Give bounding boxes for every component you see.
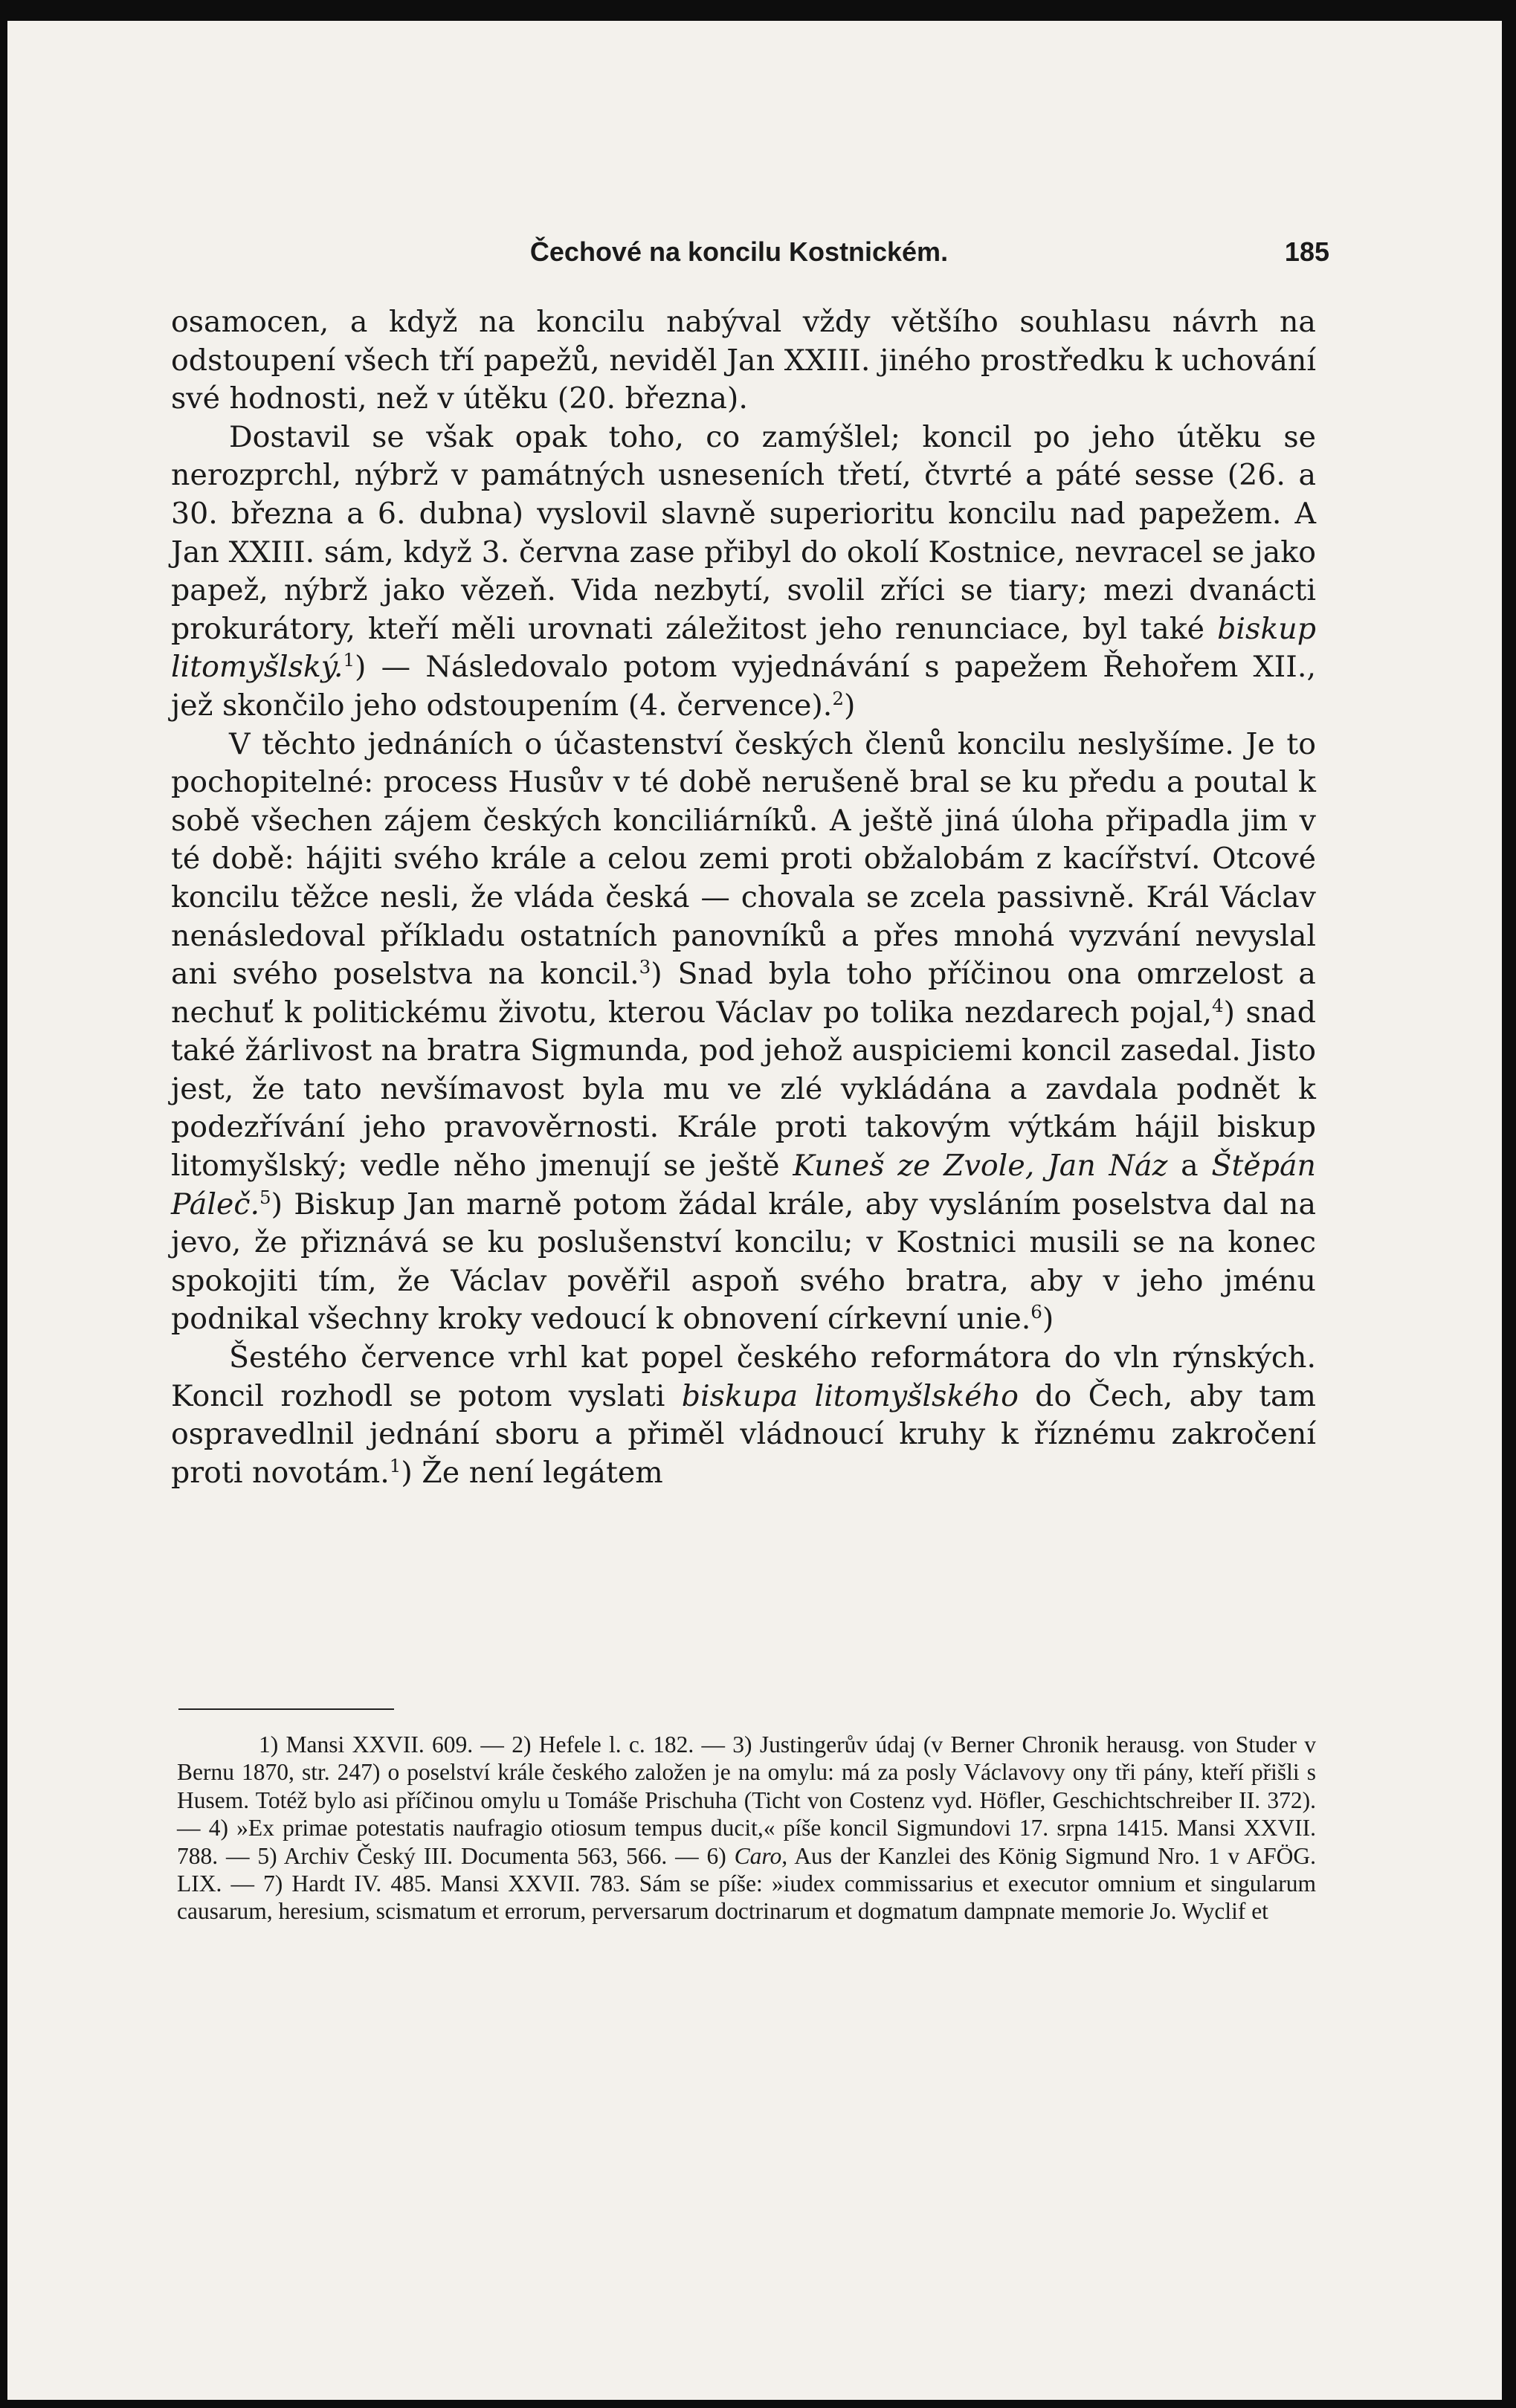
italic-stepan-palec: Štěpán Páleč. (171, 1149, 1316, 1221)
footnote-block (177, 1731, 1316, 1926)
footnote-divider (178, 1708, 394, 1710)
footnote-ref-4: 4 (1212, 994, 1224, 1016)
footnotes-text-a: 1) Mansi XXVII. 609. — 2) Hefele l. c. 182. — 3) Justingerův údaj (v Berner Chronik herausg. von Studer v Bernu 1870, str. 247) o poselství krále českého založen je na omylu: má za posly Václavovy ony tři pány, kteří přišli s Husem. Totéž bylo asi příčinou omylu u Tomáše Prischuha (Ticht von Costenz vyd. Höfler, Geschichtschreiber II. 372). — 4) »Ex primae potestatis naufragio otiosum tempus ducit,« píše koncil Sigmundovi 17. srpna 1415. Mansi XXVII. 788. — 5) Archiv Český III. Documenta 563, 566. — (177, 1731, 1316, 1869)
running-title: Čechové na koncilu Kostnickém. (529, 236, 949, 267)
footnotes (177, 1731, 1316, 1926)
footnote-6-marker: 6) (706, 1842, 735, 1869)
footnote-ref-1b: 1 (389, 1454, 401, 1476)
paragraph-3-text-c: ) snad také žárlivost na bratra Sigmunda, pod jehož auspiciemi koncil zasedal. Jisto jest, že tato nevšímavost byla mu ve zlé vykládána a zavdala podnět k podezřívání jeho pravověrnosti. Krále proti takovým výtkám hájil biskup litomyšlský; vedle něho jmenují se ještě (171, 995, 1316, 1184)
paragraph-4-text-c: ) Že není legátem (401, 1455, 663, 1490)
paragraph-4 (171, 1339, 1316, 1492)
footnote-ref-5: 5 (259, 1186, 271, 1208)
paragraph-2-text-a: Dostavil se však opak toho, co zamýšlel; koncil po jeho útěku se nerozprchl, nýbrž v památných usneseních třetí, čtvrté a páté sesse (26. a 30. března a 6. dubna) vyslovil slavně superioritu koncilu nad papežem. A Jan XXIII. sám, když 3. června zase přibyl do okolí Kostnice, nevracel se jako papež, nýbrž jako vězeň. Vida nezbytí, svolil zříci se tiary; mezi dvanácti prokurátory, kteří měli urovnati záležitost jeho renunciace, byl také (171, 419, 1316, 646)
paragraph-1 (171, 303, 1316, 419)
paragraph-2-text-c: ) (843, 688, 856, 723)
paragraph-3-text-d: a (1167, 1149, 1212, 1184)
italic-names: Kuneš ze Zvole, Jan Náz (793, 1149, 1168, 1184)
paragraph-2 (171, 419, 1316, 726)
footnote-ref-3: 3 (639, 955, 651, 978)
paragraph-1-text: osamocen, a když na koncilu nabýval vždy většího souhlasu návrh na odstoupení všech tří papežů, neviděl Jan XXIII. jiného prostředku k uchování své hodnosti, než v útěku (20. března). (171, 305, 1316, 416)
footnotes-text-b: Aus der Kanzlei des König Sigmund Nro. 1 v AFÖG. LIX. — 7) Hardt IV. 485. Mansi XXVII. 783. Sám se píše: »iudex commissarius et executor omnium et singularum causarum, heresium, scismatum et errorum, perversarum doctrinarum et dogmatum dampnate memorie Jo. Wyclif et (177, 1842, 1317, 1925)
italic-biskup-litomyslsky: biskup litomyšlský. (171, 611, 1316, 685)
running-header (149, 236, 1329, 281)
paragraph-3-text-b: ) Snad byla toho příčinou ona omrzelost a nechuť k politickému životu, kterou Václav po tolika nezdarech pojal, (171, 957, 1316, 1030)
paragraph-3-text-e: ) Biskup Jan marně potom žádal krále, aby vysláním poselstva dal na jevo, že přiznává se ku poslušenství koncilu; v Kostnici musili se na konec spokojiti tím, že Václav pověřil aspoň svého bratra, aby v jeho jménu podnikal všechny kroky vedoucí k obnovení církevní unie. (171, 1187, 1316, 1337)
italic-biskupa-litomyslskeho: biskupa litomyšlského (681, 1378, 1019, 1413)
page-number: 185 (1284, 236, 1329, 267)
paragraph-3-text-a: V těchto jednáních o účastenství českých členů koncilu neslyšíme. Je to pochopitelné: process Husův v té době nerušeně bral se ku předu a poutal k sobě všechen zájem českých konciliárníků. A ještě jiná úloha připadla jim v té době: hájiti svého krále a celou zemi proti obžalobám z kacířství. Otcové koncilu těžce nesli, že vláda česká — chovala se zcela passivně. Král Václav nenásledoval příkladu ostatních panovníků a přes mnohá vyzvání nevyslal ani svého poselstva na koncil. (171, 726, 1316, 992)
book-page (7, 21, 1502, 2400)
footnote-ref-2: 2 (832, 687, 844, 709)
paragraph-4-text-b: do Čech, aby tam ospravedlnil jednání sboru a přiměl vládnoucí kruhy k říznému zakročení proti novotám. (171, 1378, 1316, 1490)
italic-caro: Caro, (734, 1842, 788, 1869)
paragraph-3 (171, 726, 1316, 1340)
paragraph-4-text-a: Šestého července vrhl kat popel českého reformátora do vln rýnských. Koncil rozhodl se potom vyslati (171, 1340, 1316, 1413)
paragraph-2-text-b: ) — Následovalo potom vyjednávání s papežem Řehořem XII., jež skončilo jeho odstoupením (4. července). (171, 650, 1316, 723)
footnote-ref-1: 1 (343, 649, 355, 671)
paragraph-3-text-f: ) (1042, 1302, 1054, 1337)
main-text (171, 303, 1316, 1492)
footnote-ref-6: 6 (1030, 1301, 1042, 1323)
